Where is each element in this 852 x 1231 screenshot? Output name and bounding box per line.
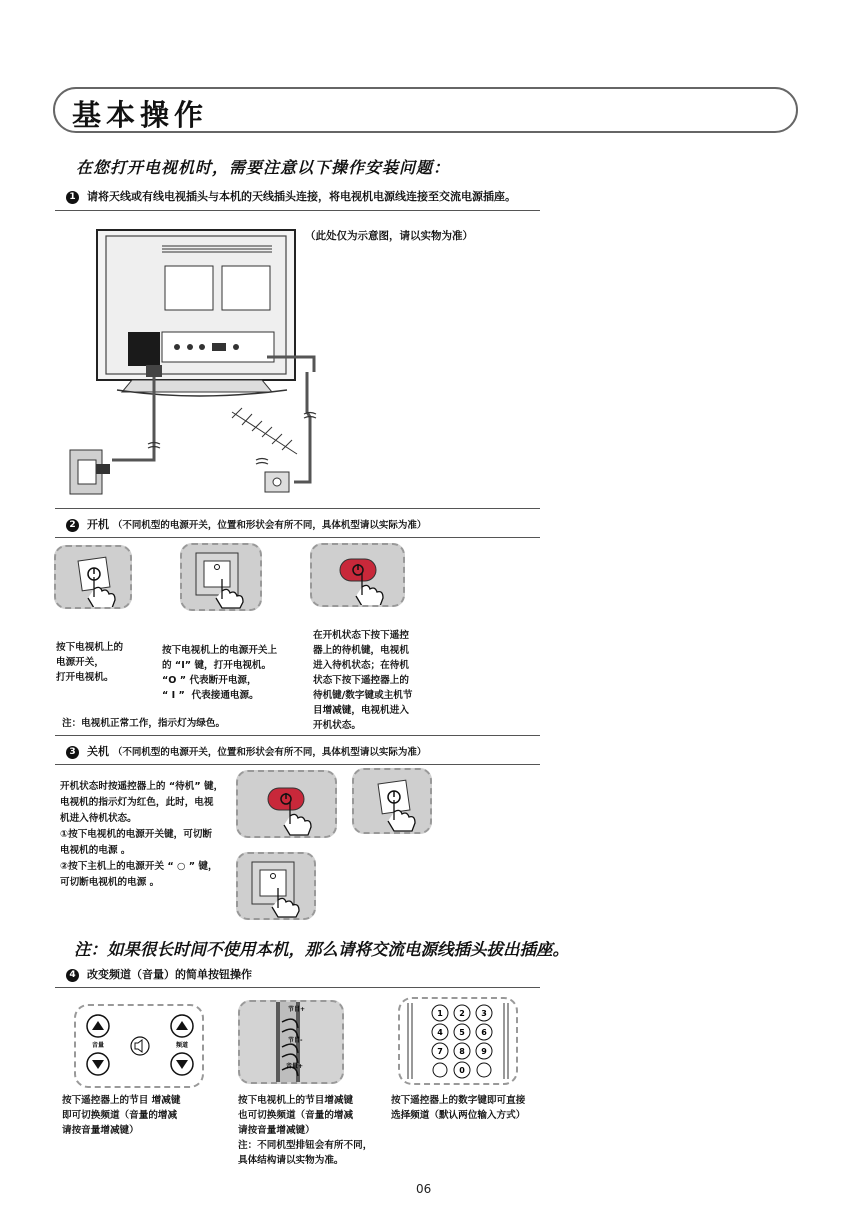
key-4: 4 [437,1028,443,1037]
power-on-footnote: 注：电视机正常工作，指示灯为绿色。 [62,718,226,729]
key-2: 2 [459,1009,465,1018]
channel-step-3: 按下遥控器上的数字键即可直接 选择频道（默认两位输入方式） [391,1095,526,1121]
tv-connection-diagram [62,222,352,502]
off-remote-power-panel [236,770,337,838]
key-3: 3 [481,1009,487,1018]
key-9: 9 [481,1047,487,1056]
hand-press-rocker-switch-icon [182,545,260,609]
key-7: 7 [437,1047,443,1056]
section3-heading [66,743,426,759]
remote-keypad-panel [398,997,518,1085]
off-power-switch-panel [352,768,432,834]
section2-number: 2 [66,519,79,532]
power-switch-panel [54,545,132,609]
section1-text: 请将天线或有线电视插头与本机的天线插头连接，将电视机电源线连接至交流电源插座。 [87,190,516,203]
divider [55,210,540,211]
hand-press-round-button-icon [56,547,130,607]
divider [55,987,540,988]
remote-channel-volume-panel [74,1004,204,1088]
section4-title: 改变频道（音量）的简单按钮操作 [87,968,252,981]
off-rocker-switch-panel [236,852,316,920]
hand-press-red-power-icon [312,545,403,605]
hand-press-round-button-icon [354,770,430,832]
section3-number: 3 [66,746,79,759]
diagram-caption: （此处仅为示意图，请以实物为准） [305,230,473,242]
hand-press-red-power-icon [238,772,335,836]
remote-arrow-buttons [76,1006,202,1086]
prog-up-label: 节目+ [288,1006,306,1013]
power-on-step-1: 按下电视机上的 电源开关， 打开电视机。 [56,642,124,683]
power-on-step-3: 在开机状态下按下遥控 器上的待机键，电视机 进入待机状态；在待机 状态下按下遥控器上的 待机键/数字键或主机节 目增减键，电视机进入 开机状态。 [313,630,413,731]
ch-label: 频道 [175,1042,189,1049]
tv-side-buttons-illustration [240,1002,342,1082]
key-1: 1 [437,1009,443,1018]
section3-title: 关机 [87,745,109,758]
section1-number: 1 [66,191,79,204]
divider [55,508,540,509]
key-8: 8 [459,1047,465,1056]
power-off-instructions: 开机状态时按遥控器上的 “待机” 键， 电视机的指示灯为红色，此时，电视 机进入待机状态。 ①按下电视机的电源开关键，可切断 电视机的电源 。 ②按下主机上的电源开关 “ ○ ” 键， 可切断电视机的电源 。 [60,781,224,888]
page-number: 06 [416,1182,432,1196]
rocker-switch-panel [180,543,262,611]
unplug-warning: 注：如果很长时间不使用本机，那么请将交流电源线插头拔出插座。 [74,940,569,959]
remote-power-panel [310,543,405,607]
hand-press-rocker-switch-icon [238,854,314,918]
channel-step-1: 按下遥控器上的节目 增减键 即可切换频道（音量的增减 请按音量增减键） [62,1095,181,1136]
section2-heading [66,516,426,532]
numeric-keypad [400,999,516,1083]
divider [55,735,540,736]
vol-label: 音量 [91,1042,105,1049]
prog-down-label: 节目- [288,1037,303,1044]
section2-note: （不同机型的电源开关，位置和形状会有所不同，具体机型请以实际为准） [112,520,427,531]
tv-side-buttons-panel [238,1000,344,1084]
key-6: 6 [481,1028,487,1037]
vol-plus-label: 音量+ [286,1063,304,1070]
channel-step-2: 按下电视机上的节目增减键 也可切换频道（音量的增减 请按音量增减键） 注：不同机型排钮会有所不同， 具体结构请以实物为准。 [238,1095,373,1166]
section4-number: 4 [66,969,79,982]
section1-heading [66,188,516,204]
key-0: 0 [459,1066,465,1075]
power-on-step-2: 按下电视机上的电源开关上 的 “I” 键，打开电视机。 “O ” 代表断开电源， “ I ” 代表接通电源。 [162,645,278,701]
divider [55,537,540,538]
section2-title: 开机 [87,518,109,531]
page-title: 基本操作 [72,98,209,132]
divider [55,764,540,765]
section4-heading [66,966,252,982]
intro-heading: 在您打开电视机时，需要注意以下操作安装问题： [76,158,451,177]
key-5: 5 [459,1028,465,1037]
section3-note: （不同机型的电源开关，位置和形状会有所不同，具体机型请以实际为准） [112,747,427,758]
